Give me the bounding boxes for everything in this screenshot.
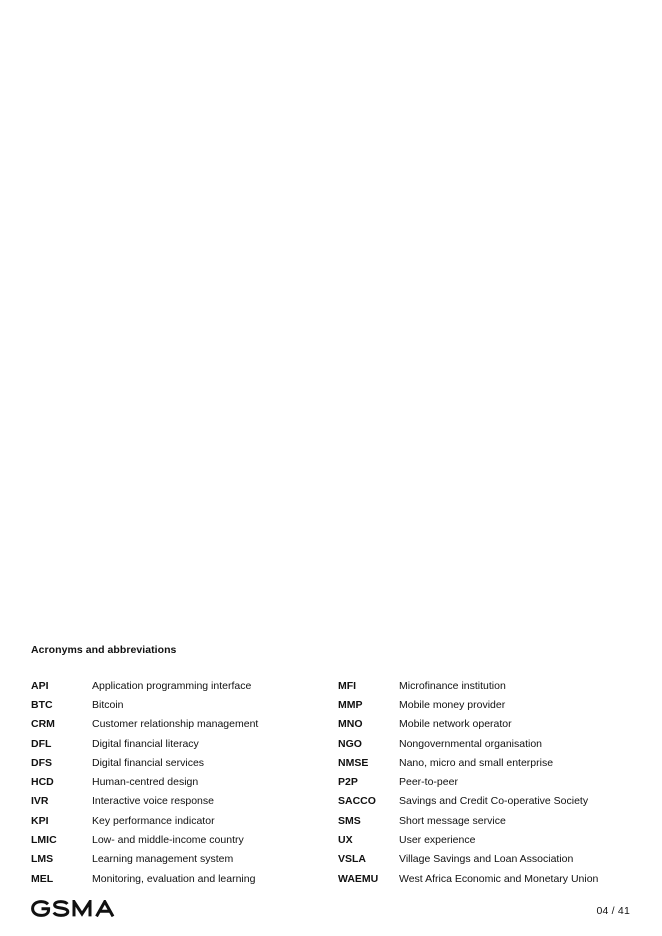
acronym-row xyxy=(31,792,331,811)
acronym-row xyxy=(338,715,638,734)
acronym: SACCO xyxy=(338,795,376,808)
acronym-row xyxy=(338,734,638,753)
gsma-logo xyxy=(31,900,132,917)
acronym-definition: West Africa Economic and Monetary Union xyxy=(399,872,599,885)
acronym: DFS xyxy=(31,756,52,769)
acronym-row xyxy=(338,676,638,695)
acronym: MMP xyxy=(338,698,363,711)
acronym-row xyxy=(31,734,331,753)
acronym-definition: Mobile network operator xyxy=(399,718,512,731)
acronym-row xyxy=(31,753,331,772)
acronym: SMS xyxy=(338,814,361,827)
acronym: P2P xyxy=(338,776,358,789)
acronym: IVR xyxy=(31,795,49,808)
acronym: UX xyxy=(338,834,353,847)
page-number: 04 / 41 xyxy=(596,905,630,917)
acronym-row xyxy=(31,869,331,888)
acronym-row xyxy=(338,772,638,791)
acronym: NGO xyxy=(338,737,362,750)
acronym-definition: Low- and middle-income country xyxy=(92,834,244,847)
acronym-row xyxy=(31,850,331,869)
acronym-row xyxy=(338,753,638,772)
acronym-definition: Village Savings and Loan Association xyxy=(399,853,574,866)
acronym: HCD xyxy=(31,776,54,789)
acronym-definition: Human-centred design xyxy=(92,776,199,789)
acronym-definition: Digital financial literacy xyxy=(92,737,199,750)
acronym-definition: Microfinance institution xyxy=(399,679,506,692)
acronym-row xyxy=(338,850,638,869)
acronym: MEL xyxy=(31,872,54,885)
acronym-definition: Peer-to-peer xyxy=(399,776,458,789)
acronym-row xyxy=(31,830,331,849)
acronym-row xyxy=(338,792,638,811)
acronym-row xyxy=(338,695,638,714)
acronym-definition: Interactive voice response xyxy=(92,795,214,808)
acronym: VSLA xyxy=(338,853,367,866)
acronym-row xyxy=(338,830,638,849)
acronym-row xyxy=(31,772,331,791)
acronym-definition: Application programming interface xyxy=(92,679,252,692)
acronym: MFI xyxy=(338,679,357,692)
acronym-definition: Learning management system xyxy=(92,853,234,866)
acronym-definition: Nano, micro and small enterprise xyxy=(399,756,554,769)
acronym: CRM xyxy=(31,718,55,731)
acronym-definition: Short message service xyxy=(399,814,506,827)
acronym: DFL xyxy=(31,737,52,750)
acronym: NMSE xyxy=(338,756,369,769)
acronym-definition: User experience xyxy=(399,834,476,847)
acronym-row xyxy=(31,676,331,695)
acronym-row xyxy=(31,811,331,830)
acronym-row xyxy=(338,811,638,830)
section-title: Acronyms and abbreviations xyxy=(31,644,177,656)
acronym: WAEMU xyxy=(338,872,379,885)
acronym-definition: Bitcoin xyxy=(92,698,124,711)
acronym-row xyxy=(338,869,638,888)
acronym-definition: Savings and Credit Co-operative Society xyxy=(399,795,589,808)
acronym-list-right xyxy=(338,676,638,888)
acronym-definition: Customer relationship management xyxy=(92,718,259,731)
acronym: BTC xyxy=(31,698,53,711)
acronym-list-left xyxy=(31,676,331,888)
acronym-definition: Key performance indicator xyxy=(92,814,215,827)
acronym-definition: Nongovernmental organisation xyxy=(399,737,543,750)
acronym: KPI xyxy=(31,814,49,827)
acronym-row xyxy=(31,715,331,734)
acronym-definition: Mobile money provider xyxy=(399,698,506,711)
acronym: LMIC xyxy=(31,834,57,847)
acronym-row xyxy=(31,695,331,714)
acronym-definition: Monitoring, evaluation and learning xyxy=(92,872,256,885)
acronym-definition: Digital financial services xyxy=(92,756,205,769)
acronym: LMS xyxy=(31,853,54,866)
acronym: API xyxy=(31,679,49,692)
acronym: MNO xyxy=(338,718,363,731)
